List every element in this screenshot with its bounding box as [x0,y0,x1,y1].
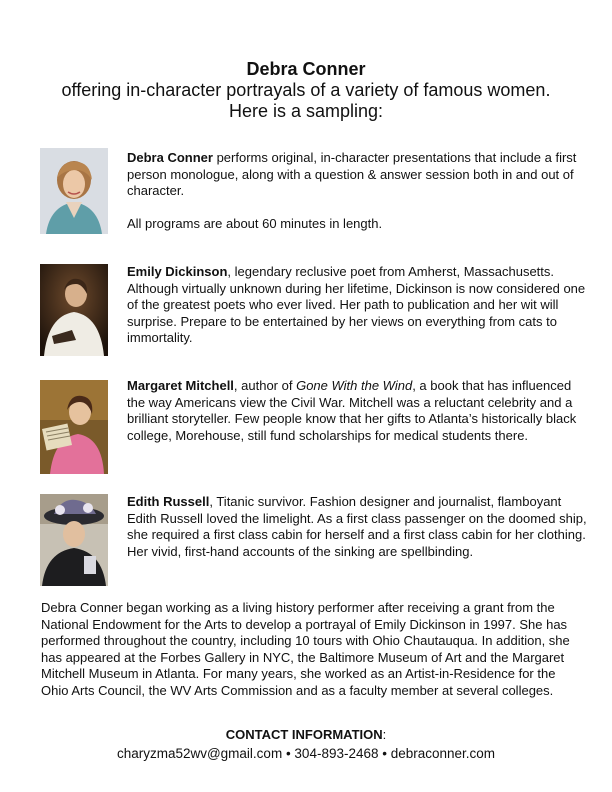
debra-conner-description [127,150,587,232]
debra-conner-name: Debra Conner [127,150,213,165]
contact-colon: : [382,727,387,742]
contact-phone[interactable]: 304-893-2468 [294,746,379,761]
margaret-mitchell-description [127,378,587,444]
margaret-mitchell-photo [40,380,108,474]
contact-heading [0,726,612,743]
contact-details [0,745,612,763]
performer-name: Debra Conner [246,59,366,79]
contact-separator: • [282,746,295,761]
margaret-mitchell-text-before: , author of [233,378,297,393]
emily-dickinson-name: Emily Dickinson [127,264,228,279]
emily-dickinson-photo [40,264,108,356]
subtitle-line-2: Here is a sampling: [228,101,384,121]
edith-russell-description [127,494,587,560]
debra-conner-text: performs original, in-character presentations that include a first person monologue, along with a question & answer session both in and out of character. [127,150,577,198]
contact-website[interactable]: debraconner.com [390,746,496,761]
margaret-mitchell-text-after: , a book that has influenced the way Americans view the Civil War. Mitchell was a reluctant celebrity and a brilliant storyteller. Few people know that her gifts to Atlanta’s historically black college, Morehouse, still fund scholarships for medical students there. [127,378,577,443]
contact-section [0,726,612,763]
contact-separator: • [378,746,391,761]
debra-conner-photo [40,148,108,234]
book-title: Gone With the Wind [296,378,413,393]
margaret-mitchell-name: Margaret Mitchell [127,378,234,393]
contact-email[interactable]: charyzma52wv@gmail.com [116,746,283,761]
emily-dickinson-description [127,264,587,347]
subtitle-line-1: offering in-character portrayals of a variety of famous women. [61,80,551,100]
edith-russell-text: , Titanic survivor. Fashion designer and journalist, flamboyant Edith Russell loved the limelight. As a first class passenger on the doomed ship, she required a first class cabin for herself and a first class cabin for her clothing. Her vivid, first-hand accounts of the sinking are spellbinding. [127,494,587,559]
performer-bio: Debra Conner began working as a living history performer after receiving a grant from the National Endowment for the Arts to develop a portrayal of Emily Dickinson in 1997. She has performed throughout the country, including 10 tours with Ohio Chautauqua. In addition, she has appeared at the Forbes Gallery in NYC, the Baltimore Museum of Art and the Margaret Mitchell Museum in Atlanta. For many years, she worked as an Artist-in-Residence for the Ohio Arts Council, the WV Arts Commission and as a faculty member at several colleges. [41,600,570,698]
contact-label: CONTACT INFORMATION [225,727,383,742]
program-length-note: All programs are about 60 minutes in length. [127,215,383,231]
edith-russell-photo [40,494,108,586]
emily-dickinson-text: , legendary reclusive poet from Amherst, Massachusetts. Although virtually unknown during her lifetime, Dickinson is now considered one of the greatest poets who ever lived. Her path to publication and her wit will surprise. Prepare to be entertained by her views on everything from cats to immortality. [127,264,586,345]
edith-russell-name: Edith Russell [127,494,210,509]
header [0,58,612,122]
